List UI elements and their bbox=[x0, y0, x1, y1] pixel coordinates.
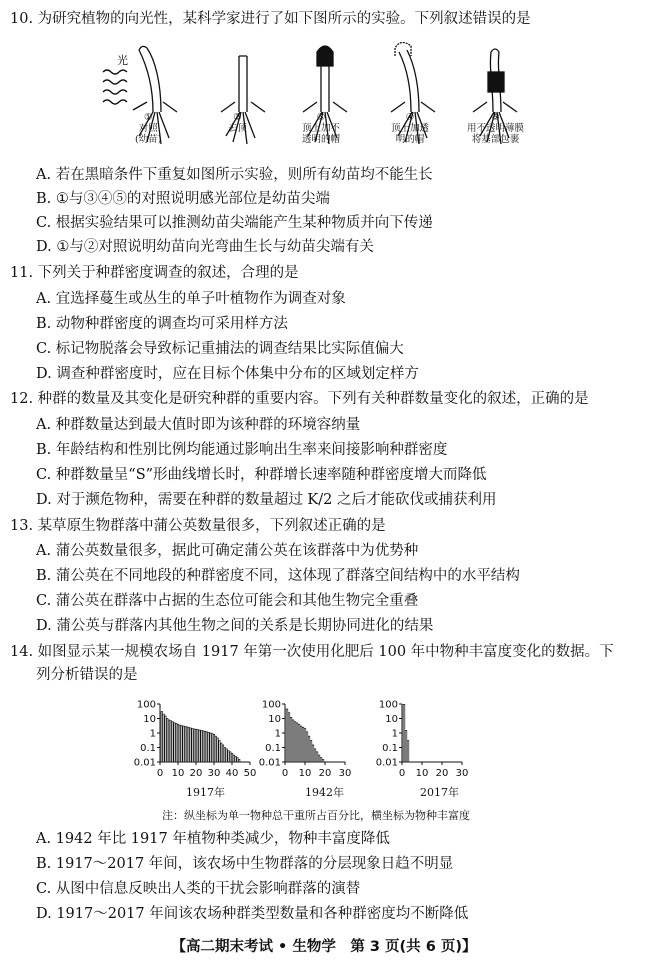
y-tick-label: 0.1 bbox=[140, 743, 156, 754]
page-footer: 【高二期末考试 • 生物学 第 3 页(共 6 页)】 bbox=[171, 939, 477, 955]
chart-bar bbox=[318, 755, 320, 762]
x-tick-label: 10 bbox=[298, 768, 312, 779]
q11-option-a: A. 宜选择蔓生或丛生的单子叶植物作为调查对象 bbox=[36, 291, 346, 307]
chart-bar bbox=[163, 714, 164, 762]
chart-bar bbox=[174, 723, 175, 762]
chart-bar bbox=[177, 724, 178, 762]
chart-bar bbox=[314, 749, 316, 762]
chart-bar bbox=[403, 704, 405, 762]
chart-bar bbox=[294, 722, 296, 762]
chart-bar bbox=[231, 753, 232, 762]
chart-bar bbox=[312, 745, 314, 762]
chart-bar bbox=[233, 755, 234, 762]
chart-bar bbox=[181, 726, 182, 762]
chart-bar bbox=[407, 741, 409, 762]
chart-bar bbox=[220, 743, 221, 762]
plant-1-label: ① 对照 (幼苗) bbox=[135, 112, 162, 145]
chart-bar bbox=[322, 759, 324, 762]
light-label: 光 bbox=[117, 54, 128, 67]
chart-bar bbox=[197, 730, 198, 762]
y-tick-label: 0.1 bbox=[265, 743, 281, 754]
y-tick-label: 100 bbox=[261, 699, 281, 711]
chart-bar bbox=[175, 724, 176, 762]
chart-bar bbox=[320, 758, 322, 762]
x-tick-label: 10 bbox=[171, 768, 185, 779]
y-tick-label: 10 bbox=[143, 714, 156, 725]
phototropism-figure bbox=[95, 42, 555, 164]
chart-bar bbox=[204, 731, 205, 762]
y-tick-label: 1 bbox=[149, 728, 156, 740]
plant-5-label: ⑤ 用不透明薄膜 将基部包裹 bbox=[467, 112, 525, 145]
x-tick-label: 20 bbox=[318, 768, 332, 779]
chart-bar bbox=[288, 713, 290, 762]
q13-option-b: B. 蒲公英在不同地段的种群密度不同，这体现了群落空间结构中的水平结构 bbox=[36, 568, 520, 584]
x-tick-label: 0 bbox=[156, 768, 164, 779]
x-tick-label: 40 bbox=[225, 768, 239, 779]
y-tick-label: 0.1 bbox=[382, 743, 398, 754]
chart-bar bbox=[224, 748, 225, 763]
chart-bar bbox=[172, 722, 173, 762]
x-tick-label: 20 bbox=[435, 768, 449, 779]
q10-option-c: C. 根据实验结果可以推测幼苗尖端能产生某种物质并向下传递 bbox=[36, 215, 433, 231]
chart-bar bbox=[213, 734, 214, 762]
chart-bar bbox=[211, 734, 212, 762]
chart-bar bbox=[304, 729, 306, 762]
chart-bar bbox=[237, 758, 238, 762]
question-10-stem: 10. 为研究植物的向光性，某科学家进行了如下图所示的实验。下列叙述错误的是 bbox=[10, 11, 531, 27]
chart-bar bbox=[228, 751, 229, 762]
question-11-stem: 11. 下列关于种群密度调查的叙述，合理的是 bbox=[10, 265, 299, 281]
chart-bar bbox=[192, 729, 193, 762]
chart-bar bbox=[302, 727, 304, 762]
q10-option-b: B. ①与③④⑤的对照说明感光部位是幼苗尖端 bbox=[36, 191, 330, 207]
y-tick-label: 10 bbox=[385, 714, 398, 725]
chart-bar bbox=[310, 741, 312, 762]
chart-bar bbox=[193, 729, 194, 762]
chart-bar bbox=[165, 716, 166, 762]
light-waves-icon bbox=[103, 70, 127, 104]
chart-bar bbox=[215, 736, 216, 762]
q12-option-b: B. 年龄结构和性别比例均能通过影响出生率来间接影响种群密度 bbox=[36, 442, 448, 458]
question-12-stem: 12. 种群的数量及其变化是研究种群的重要内容。下列有关种群数量变化的叙述，正确的是 bbox=[10, 391, 589, 407]
chart-bar bbox=[201, 730, 202, 762]
question-14-stem-line1: 14. 如图显示某一规模农场自 1917 年第一次使用化肥后 100 年中物种丰富度变化的数据。下 bbox=[10, 644, 614, 660]
y-tick-label: 100 bbox=[136, 699, 156, 711]
chart-1917-caption: 1917年 bbox=[186, 786, 225, 799]
chart-bar bbox=[170, 721, 171, 762]
chart-bar bbox=[229, 752, 230, 762]
chart-bar bbox=[316, 752, 318, 762]
question-14-stem-line2: 列分析错误的是 bbox=[36, 667, 138, 683]
chart-bar bbox=[206, 732, 207, 762]
q13-option-d: D. 蒲公英与群落内其他生物之间的关系是长期协同进化的结果 bbox=[36, 618, 434, 634]
chart-bar bbox=[238, 759, 239, 762]
chart-bar bbox=[222, 745, 223, 762]
chart-bar bbox=[226, 749, 227, 762]
chart-bar bbox=[210, 733, 211, 762]
plant-4-label: ④ 顶上加透 明的帽 bbox=[391, 112, 430, 145]
phototropism-diagram bbox=[95, 42, 555, 164]
q14-option-d: D. 1917～2017 年间该农场种群类型数量和各种群密度均不断降低 bbox=[36, 906, 469, 922]
q11-option-b: B. 动物种群密度的调查均可采用样方法 bbox=[36, 316, 288, 332]
species-richness-charts bbox=[120, 696, 540, 796]
q12-option-c: C. 种群数量呈“S”形曲线增长时，种群增长速率随种群密度增大而降低 bbox=[36, 467, 487, 483]
chart-bar bbox=[161, 712, 162, 762]
q11-option-d: D. 调查种群密度时，应在目标个体集中分布的区域划定样方 bbox=[36, 366, 419, 382]
chart-bar bbox=[183, 726, 184, 762]
chart-bar bbox=[286, 709, 288, 762]
chart-bar bbox=[292, 720, 294, 762]
y-tick-label: 0.01 bbox=[258, 757, 281, 769]
chart-bar bbox=[306, 732, 308, 762]
chart-bar bbox=[298, 724, 300, 762]
x-tick-label: 30 bbox=[455, 768, 469, 779]
chart-1942-caption: 1942年 bbox=[305, 786, 344, 799]
chart-bar bbox=[190, 728, 191, 762]
q13-option-a: A. 蒲公英数量很多，据此可确定蒲公英在该群落中为优势种 bbox=[36, 543, 419, 559]
q10-option-d: D. ①与②对照说明幼苗向光弯曲生长与幼苗尖端有关 bbox=[36, 239, 374, 255]
chart-bar bbox=[235, 756, 236, 762]
chart-bar bbox=[290, 717, 292, 762]
chart-bar bbox=[308, 736, 310, 762]
chart-2017-caption: 2017年 bbox=[420, 786, 459, 799]
q12-option-a: A. 种群数量达到最大值时即为该种群的环境容纳量 bbox=[36, 417, 361, 433]
chart-bar bbox=[202, 731, 203, 762]
x-tick-label: 0 bbox=[398, 768, 406, 779]
y-tick-label: 1 bbox=[391, 728, 398, 740]
q11-option-c: C. 标记物脱落会导致标记重捕法的调查结果比实际值偏大 bbox=[36, 341, 404, 357]
chart-bar bbox=[405, 730, 407, 762]
y-tick-label: 100 bbox=[378, 699, 398, 711]
y-tick-label: 10 bbox=[268, 714, 281, 725]
y-tick-label: 0.01 bbox=[133, 757, 156, 769]
chart-bar bbox=[195, 729, 196, 762]
x-tick-label: 30 bbox=[207, 768, 221, 779]
chart-bar bbox=[168, 720, 169, 762]
q14-option-a: A. 1942 年比 1917 年植物种类减少，物种丰富度降低 bbox=[36, 831, 390, 847]
q14-option-c: C. 从图中信息反映出人类的干扰会影响群落的演替 bbox=[36, 881, 361, 897]
chart-bar bbox=[217, 738, 218, 762]
chart-bar bbox=[208, 732, 209, 762]
y-tick-label: 1 bbox=[274, 728, 281, 740]
x-tick-label: 20 bbox=[189, 768, 203, 779]
x-tick-label: 30 bbox=[338, 768, 352, 779]
plant-3-label: ③ 顶上加不 透明的帽 bbox=[302, 112, 341, 145]
chart-note: 注：纵坐标为单一物种总干重所占百分比，横坐标为物种丰富度 bbox=[162, 809, 470, 822]
q14-option-b: B. 1917～2017 年间，该农场中生物群落的分层现象日趋不明显 bbox=[36, 856, 454, 872]
chart-bar bbox=[166, 719, 167, 763]
x-tick-label: 50 bbox=[243, 768, 257, 779]
q10-option-a: A. 若在黑暗条件下重复如图所示实验，则所有幼苗均不能生长 bbox=[36, 167, 433, 183]
q12-option-d: D. 对于濒危物种，需要在种群的数量超过 K/2 之后才能砍伐或捕获利用 bbox=[36, 492, 497, 508]
y-tick-label: 0.01 bbox=[375, 757, 398, 769]
x-tick-label: 10 bbox=[415, 768, 429, 779]
chart-bar bbox=[184, 727, 185, 762]
x-tick-label: 0 bbox=[281, 768, 289, 779]
chart-bar bbox=[219, 741, 220, 762]
chart-bar bbox=[199, 730, 200, 762]
chart-bar bbox=[186, 727, 187, 762]
question-13-stem: 13. 某草原生物群落中蒲公英数量很多，下列叙述正确的是 bbox=[10, 518, 386, 534]
q13-option-c: C. 蒲公英在群落中占据的生态位可能会和其他生物完全重叠 bbox=[36, 593, 419, 609]
chart-bar bbox=[296, 723, 298, 762]
chart-bar bbox=[300, 726, 302, 762]
chart-bar bbox=[188, 727, 189, 762]
plant-2-label: ② 去顶 bbox=[228, 112, 248, 134]
chart-bar bbox=[179, 725, 180, 762]
